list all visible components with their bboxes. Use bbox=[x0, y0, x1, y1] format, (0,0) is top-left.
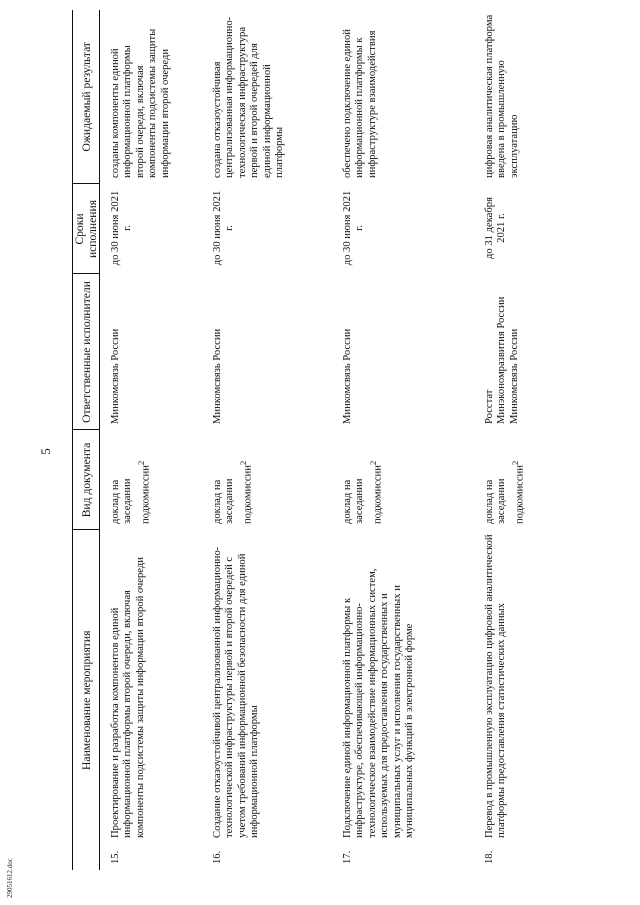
expected-result: обеспечено подключение единой информационной платформы к инфраструктуре взаимодействия bbox=[342, 29, 378, 178]
document-type-cell bbox=[474, 430, 556, 530]
document-type: доклад на заседании подкомиссии bbox=[110, 465, 152, 524]
document-type: доклад на заседании подкомиссии bbox=[212, 465, 254, 524]
table-row bbox=[332, 10, 474, 870]
document-footer-code: 29051612.doc bbox=[6, 858, 14, 898]
document-type-cell bbox=[100, 430, 203, 530]
header-deadline: Сроки исполнения bbox=[73, 184, 100, 274]
executor: Минэкономразвития России bbox=[496, 296, 508, 424]
footnote-ref: 2 bbox=[237, 460, 248, 466]
event-cell bbox=[474, 530, 556, 870]
document-type-cell bbox=[332, 430, 474, 530]
header-event-name: Наименование мероприятия bbox=[73, 530, 100, 870]
executors-cell bbox=[474, 274, 556, 430]
row-number: 15. bbox=[110, 850, 121, 864]
table-row bbox=[202, 10, 332, 870]
document-type-cell bbox=[202, 430, 332, 530]
executor: Минкомсвязь России bbox=[110, 328, 121, 424]
executor: Росстат bbox=[484, 389, 495, 424]
deadline: до 30 июня 2021 г. bbox=[342, 190, 366, 266]
table-row bbox=[474, 10, 556, 870]
executor: Минкомсвязь России bbox=[212, 328, 223, 424]
footnote-ref: 2 bbox=[135, 460, 146, 466]
deadline: до 31 декабря 2021 г. bbox=[484, 197, 508, 259]
header-expected-result: Ожидаемый результат bbox=[73, 10, 100, 184]
document-type: доклад на заседании подкомиссии bbox=[342, 465, 384, 524]
event-name: Создание отказоустойчивой централизованной информационно-технологической инфраструктуры первой и второй очередей с учетом требований информационной безопасности для единой информационной платформы bbox=[212, 546, 261, 838]
footnote-ref: 2 bbox=[509, 460, 520, 466]
executor: Минкомсвязь России bbox=[342, 328, 353, 424]
event-cell bbox=[202, 530, 332, 870]
expected-result: созданы компоненты единой информационной платформы второй очереди, включая компоненты подсистемы защиты информации второй очереди bbox=[110, 28, 171, 178]
executors-cell bbox=[100, 274, 203, 430]
deadline: до 30 июня 2021 г. bbox=[110, 190, 134, 266]
row-number: 16. bbox=[212, 850, 223, 864]
executor: Минкомсвязь России bbox=[508, 328, 520, 424]
event-name: Подключение единой информационной платформы к инфраструктуре, обеспечивающей информационно-технологическое взаимодействие информационных систем, используемых для предоставления государственных и муниципальных услуг и исполнения государственных и муниципальных функций в электронной форме bbox=[342, 568, 416, 838]
table-header-row bbox=[73, 10, 100, 870]
event-name: Проектирование и разработка компонентов единой информационной платформы второй очереди, включая компоненты подсистемы защиты информации второй очереди bbox=[110, 557, 146, 838]
action-plan-table bbox=[72, 10, 556, 870]
page-number: 5 bbox=[37, 448, 53, 455]
rotated-table-container bbox=[72, 10, 632, 870]
row-number: 17. bbox=[342, 850, 353, 864]
document-type: доклад на заседании подкомиссии bbox=[484, 465, 526, 524]
footnote-ref: 2 bbox=[367, 460, 378, 466]
event-cell bbox=[332, 530, 474, 870]
executors-cell bbox=[202, 274, 332, 430]
header-document-type: Вид документа bbox=[73, 430, 100, 530]
event-name: Перевод в промышленную эксплуатацию цифровой аналитической платформы предоставления статистических данных bbox=[484, 534, 508, 838]
header-executors: Ответственные исполнители bbox=[73, 274, 100, 430]
table-row bbox=[100, 10, 203, 870]
expected-result: создана отказоустойчивая централизованная информационно-технологическая инфраструктура первой и второй очередей для единой информационной платформы bbox=[212, 16, 286, 178]
event-cell bbox=[100, 530, 203, 870]
executors-cell bbox=[332, 274, 474, 430]
deadline: до 30 июня 2021 г. bbox=[212, 190, 236, 266]
expected-result: цифровая аналитическая платформа введена в промышленную эксплуатацию bbox=[484, 14, 520, 178]
row-number: 18. bbox=[484, 850, 495, 864]
